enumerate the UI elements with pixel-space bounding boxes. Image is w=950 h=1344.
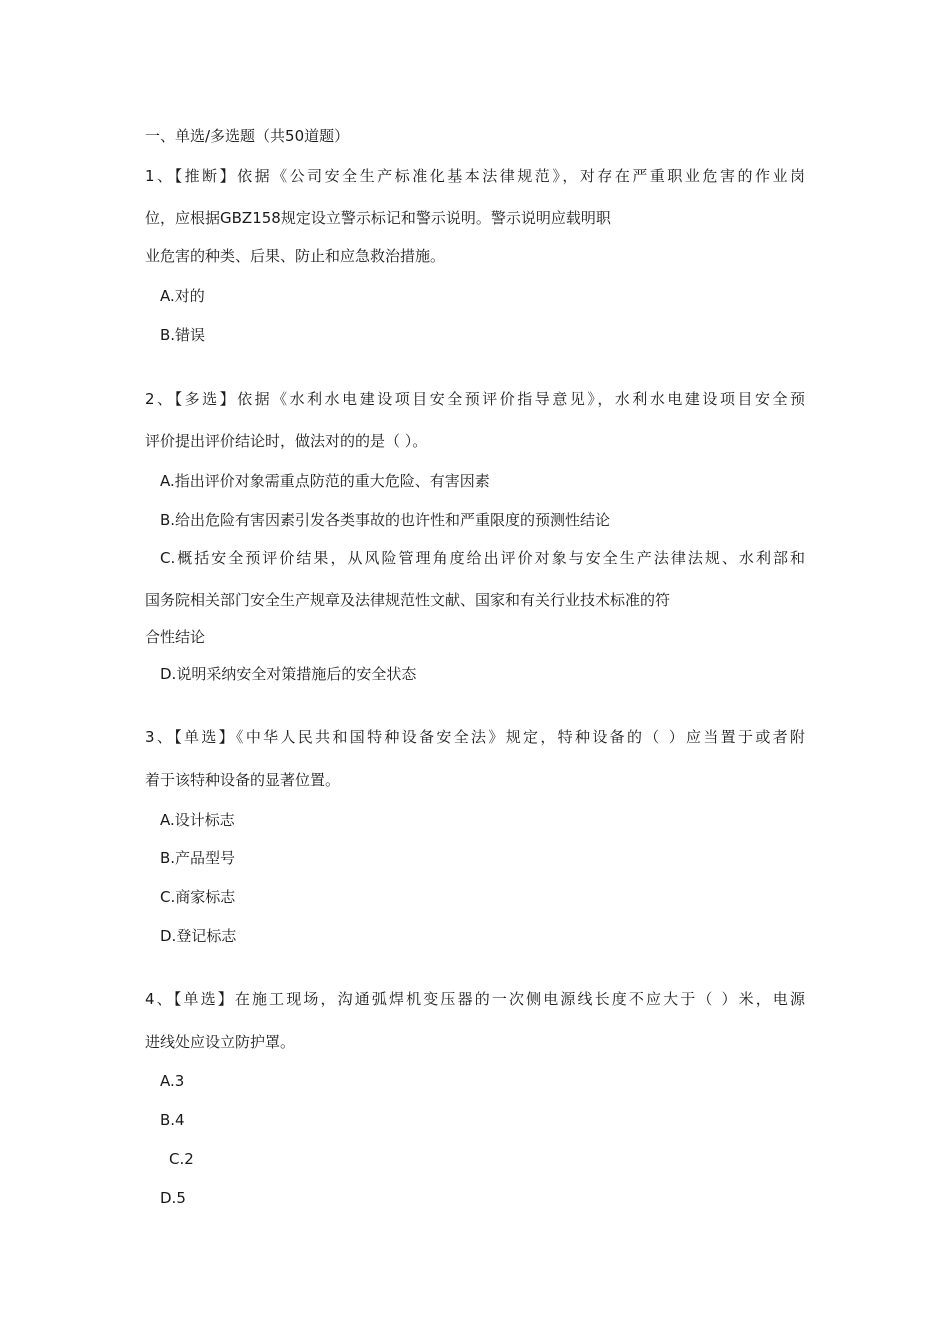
option-c-continued: 国务院相关部门安全生产规章及法律规范性文献、国家和有关行业技术标准的符 (145, 591, 671, 609)
question-text: 业危害的种类、后果、防止和应急救治措施。 (145, 247, 446, 265)
option-b: B.产品型号 (160, 849, 236, 867)
section-title: 一、单选/多选题（共50道题） (145, 127, 350, 145)
option-d: D.5 (160, 1189, 186, 1207)
option-d: D.登记标志 (160, 927, 237, 945)
option-a: A.对的 (160, 287, 205, 305)
question-text: 位，应根据GBZ158规定设立警示标记和警示说明。警示说明应载明职 (145, 209, 611, 227)
option-c: C.概括安全预评价结果，从风险管理角度给出评价对象与安全生产法律法规、水利部和 (160, 549, 805, 567)
question-text: 2、【多选】依据《水利水电建设项目安全预评价指导意见》，水利水电建设项目安全预 (145, 390, 805, 408)
option-b: B.4 (160, 1111, 185, 1129)
option-c: C.2 (169, 1150, 194, 1168)
option-a: A.3 (160, 1072, 185, 1090)
option-b: B.错误 (160, 326, 206, 344)
option-c-continued: 合性结论 (145, 628, 206, 646)
question-text: 进线处应设立防护罩。 (145, 1033, 296, 1051)
question-text: 1、【推断】依据《公司安全生产标准化基本法律规范》，对存在严重职业危害的作业岗 (145, 167, 805, 185)
option-c: C.商家标志 (160, 888, 236, 906)
option-a: A.指出评价对象需重点防范的重大危险、有害因素 (160, 472, 490, 490)
question-text: 评价提出评价结论时，做法对的的是（ ）。 (145, 432, 428, 450)
question-text: 3、【单选】《中华人民共和国特种设备安全法》规定，特种设备的（ ）应当置于或者附 (145, 728, 805, 746)
option-b: B.给出危险有害因素引发各类事故的也许性和严重限度的预测性结论 (160, 511, 611, 529)
option-d: D.说明采纳安全对策措施后的安全状态 (160, 665, 417, 683)
question-text: 4、【单选】在施工现场，沟通弧焊机变压器的一次侧电源线长度不应大于（ ）米，电源 (145, 990, 805, 1008)
question-text: 着于该特种设备的显著位置。 (145, 771, 341, 789)
option-a: A.设计标志 (160, 811, 235, 829)
